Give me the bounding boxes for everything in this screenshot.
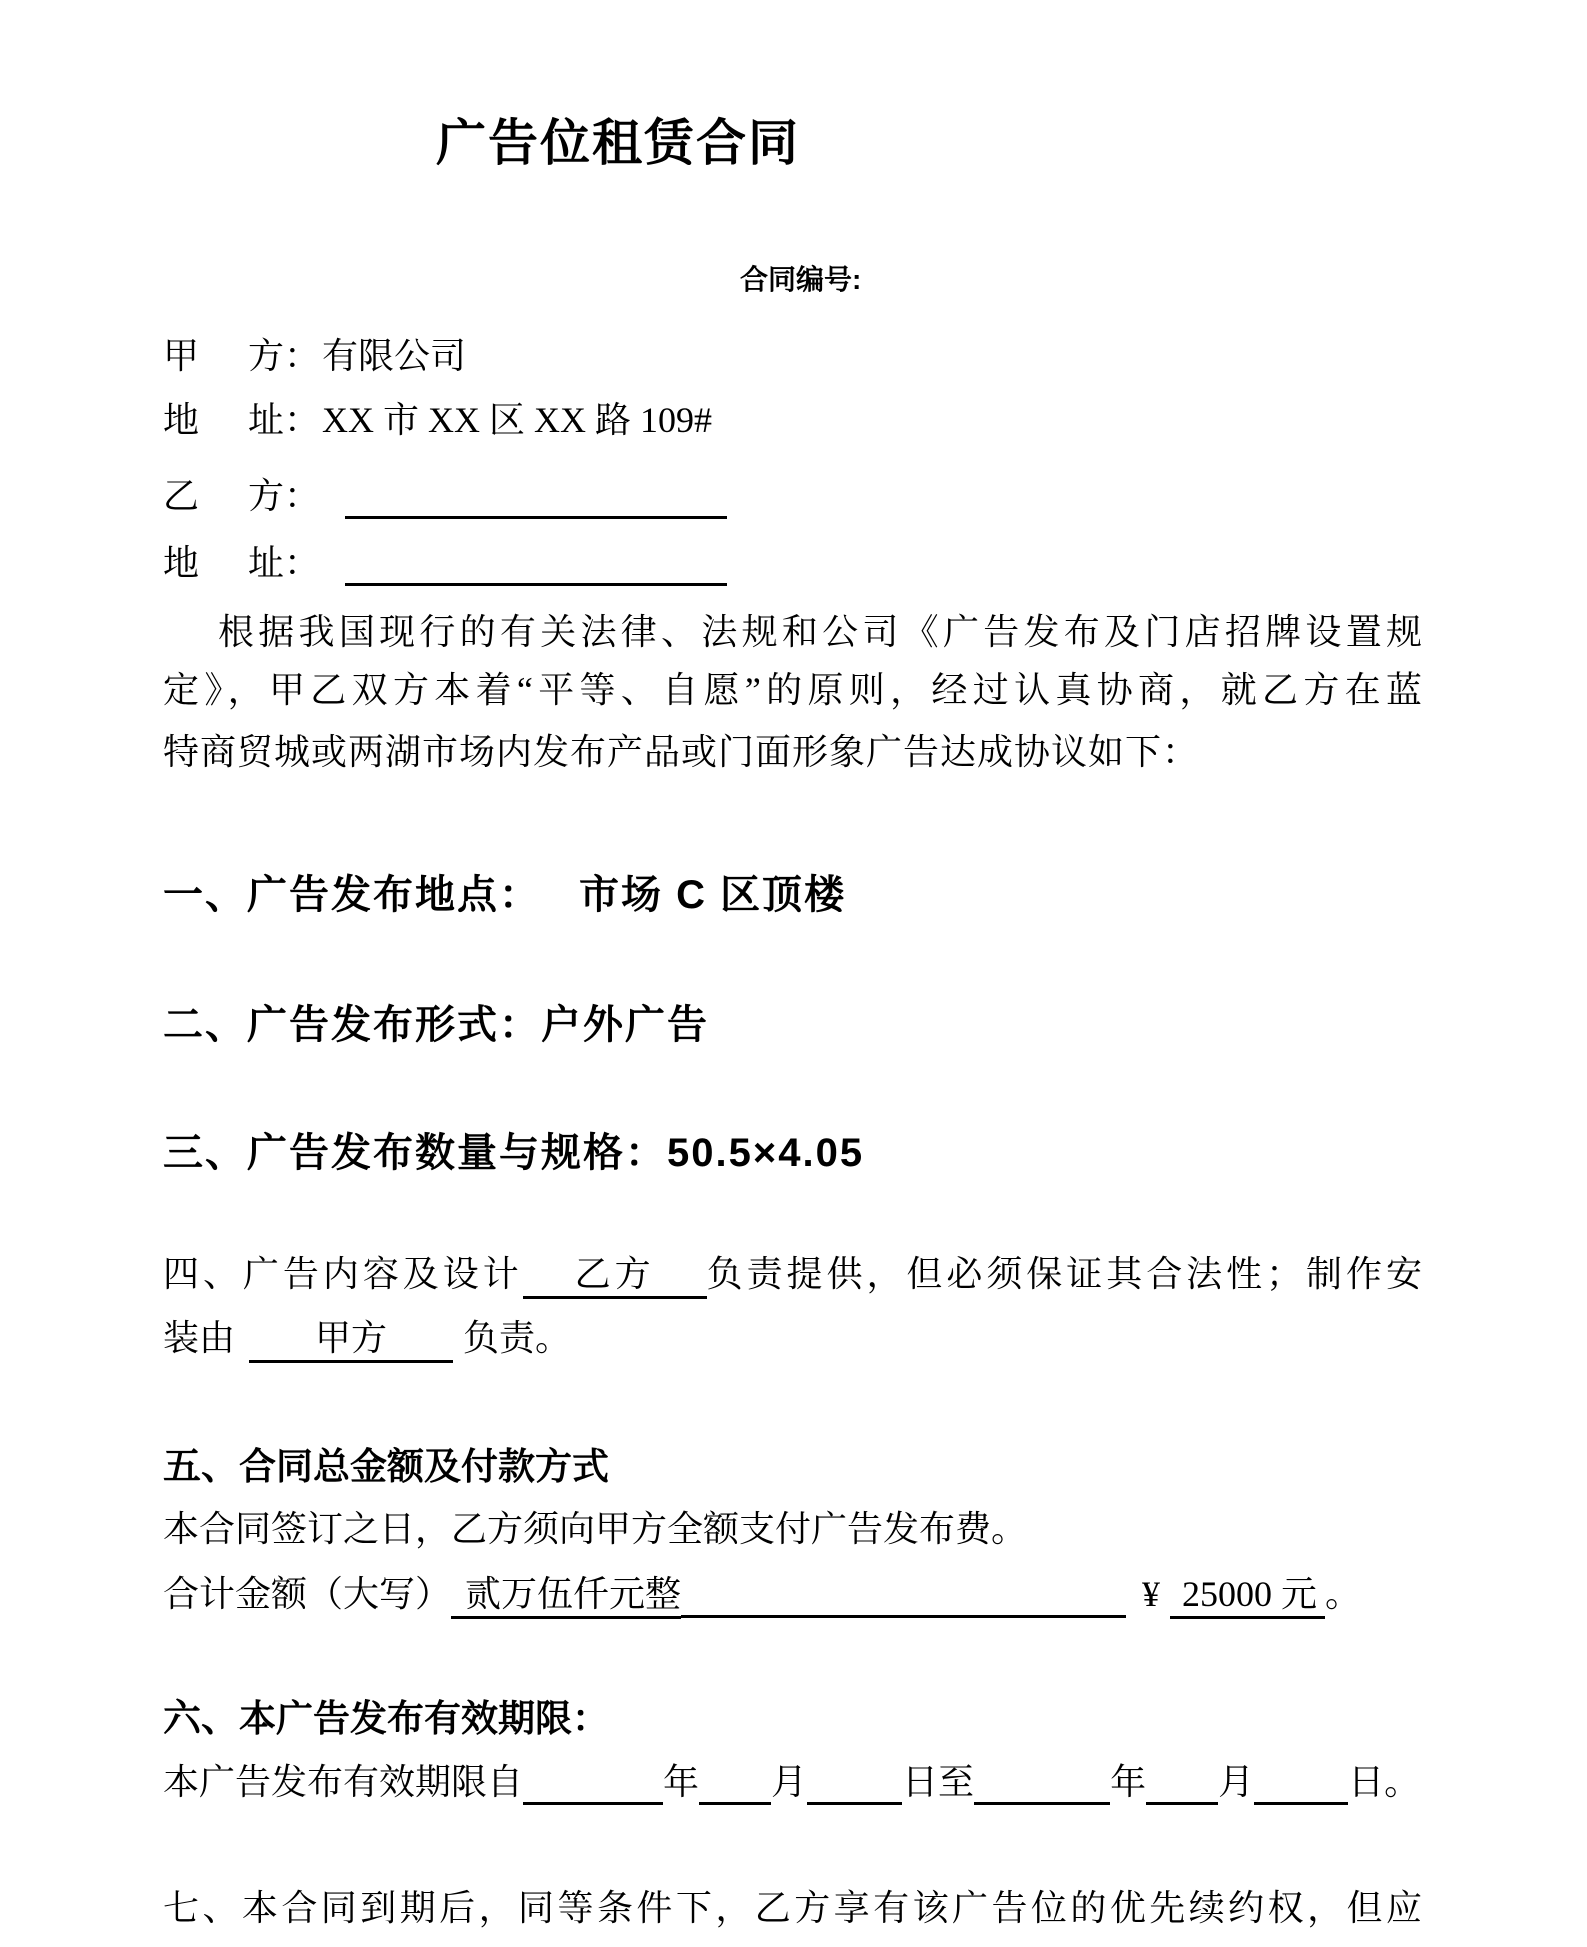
day-blank [1254,1767,1348,1805]
section-value: 户外广告 [541,1003,709,1047]
date-unit: 年 [663,1762,700,1802]
date-unit: 日。 [1348,1762,1421,1802]
section-5-amount-line [163,1572,1361,1618]
section-3-line [163,1128,864,1178]
amount-in-words: 贰万伍仟元整 [451,1574,681,1619]
section-heading-text: 合同总金额及付款方式 [239,1447,610,1488]
date-unit: 月 [1218,1762,1255,1802]
party-label-rest: 址： [248,543,321,583]
party-blank-line [345,548,727,586]
section-4-line-2 [163,1316,571,1361]
party-row-address-b [163,541,727,586]
party-label-char: 地 [163,543,200,583]
year-blank [523,1767,663,1805]
date-prefix: 本广告发布有效期限自 [163,1762,524,1802]
party-blank-line [345,481,727,519]
date-unit: 日至 [902,1762,975,1802]
section-4-text: 装由 [163,1318,236,1358]
party-row-jiafang [163,334,466,379]
section-heading-text: 本广告发布有效期限： [239,1699,610,1740]
document-title: 广告位租赁合同 [436,115,800,171]
amount-label: 合计金额（大写） [163,1574,452,1614]
month-blank [1146,1767,1218,1805]
contract-number-label: 合同编号: [740,264,862,295]
party-label-rest: 方： [248,336,321,376]
party-label-rest: 址： [248,400,321,440]
section-value: 50.5×4.05 [667,1131,865,1175]
amount-in-digits: 25000 元 [1170,1574,1325,1619]
section-5-heading [163,1444,609,1492]
amount-suffix: 。 [1325,1574,1362,1614]
section-number: 六、 [163,1698,240,1740]
fill-in-party-b: 乙方 [523,1254,707,1299]
section-6-heading [163,1696,609,1744]
day-blank [807,1767,902,1805]
party-label-char: 甲 [163,336,200,376]
section-4-text: 负责。 [463,1318,572,1358]
amount-blank-line [681,1580,1126,1618]
section-1-line [163,870,846,920]
preamble-line: 特商贸城或两湖市场内发布产品或门面形象广告达成协议如下： [163,732,1200,772]
section-label: 广告发布地点： [247,873,541,917]
currency-symbol: ¥ [1142,1574,1161,1614]
section-value: 市场 C 区顶楼 [579,873,847,917]
section-7-line: 七、本合同到期后，同等条件下，乙方享有该广告位的优先续约权，但应 [163,1888,1424,1928]
date-unit: 年 [1110,1762,1147,1802]
party-row-yifang [163,474,727,519]
section-2-line [163,1000,709,1050]
date-unit: 月 [771,1762,808,1802]
preamble-line: 定》，甲乙双方本着“平等、自愿”的原则，经过认真协商，就乙方在蓝 [163,670,1424,710]
section-6-date-line [163,1760,1420,1805]
section-number: 三、 [163,1131,247,1175]
party-value: 有限公司 [322,336,467,376]
section-number: 二、 [163,1003,247,1047]
section-4-line-1 [163,1252,1424,1297]
party-label-rest: 方： [248,476,321,516]
section-4-prefix: 四、广告内容及设计 [163,1254,523,1294]
section-5-payment-line: 本合同签订之日，乙方须向甲方全额支付广告发布费。 [163,1509,1028,1549]
party-value: XX 市 XX 区 XX 路 109# [322,400,713,440]
section-label: 广告发布数量与规格： [247,1131,667,1175]
section-number: 五、 [163,1446,240,1488]
party-row-address-a [163,398,712,443]
party-label-char: 乙 [163,476,200,516]
year-blank [974,1767,1110,1805]
preamble-line: 根据我国现行的有关法律、法规和公司《广告发布及门店招牌设置规 [218,612,1424,652]
section-label: 广告发布形式： [247,1003,541,1047]
section-4-text: 负责提供，但必须保证其合法性；制作安 [706,1254,1424,1294]
fill-in-party-a: 甲方 [249,1318,453,1363]
section-number: 一、 [163,873,247,917]
month-blank [699,1767,771,1805]
party-label-char: 地 [163,400,200,440]
